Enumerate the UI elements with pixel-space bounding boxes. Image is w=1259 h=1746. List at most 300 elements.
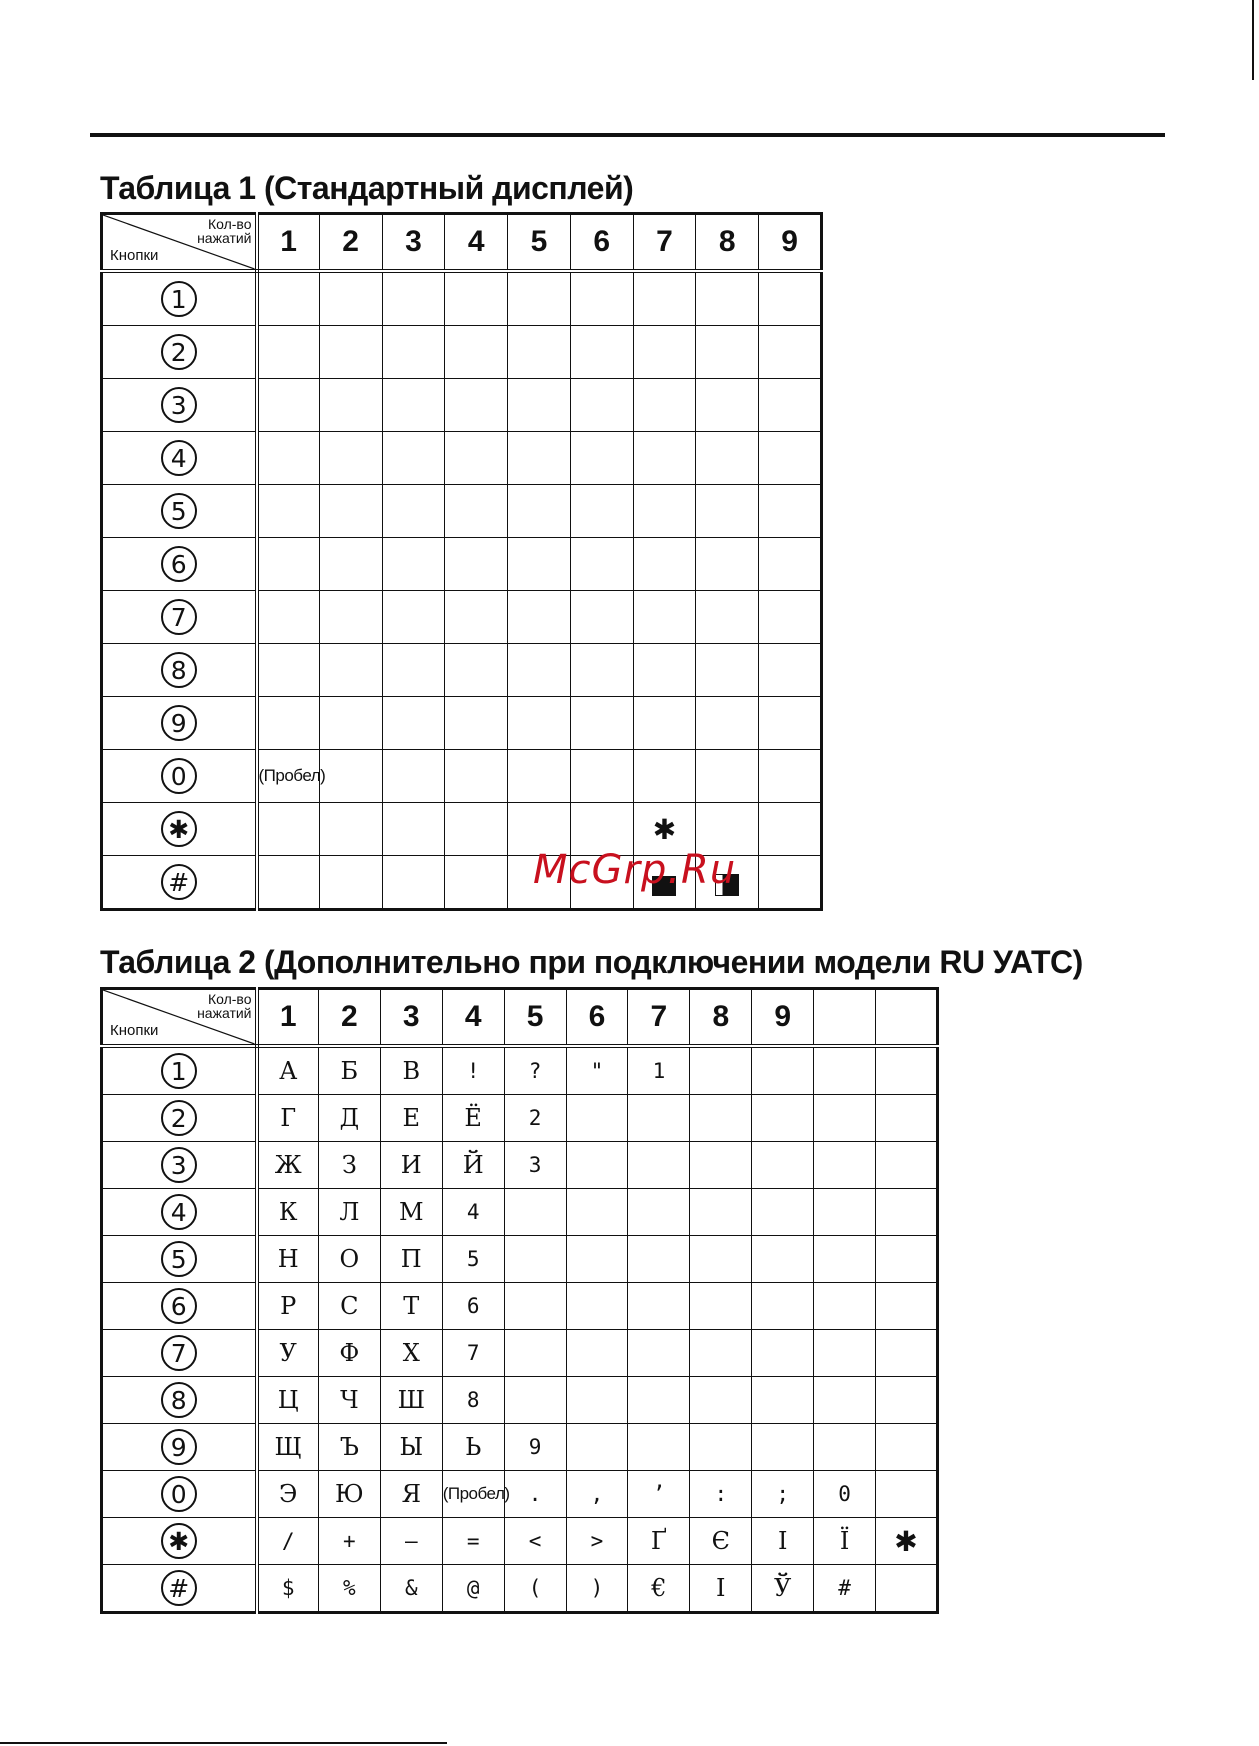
- cell-value: @: [466, 1576, 480, 1600]
- header-row: [102, 989, 938, 1047]
- cell-value: %: [343, 1576, 356, 1600]
- cell-value: К: [278, 1198, 298, 1226]
- table-row: [102, 1046, 938, 1095]
- char-cell: [508, 326, 571, 379]
- column-header-10: [814, 989, 876, 1047]
- char-cell: [318, 1236, 380, 1283]
- char-cell: [257, 326, 320, 379]
- char-cell: [752, 1424, 814, 1471]
- char-cell: [814, 1283, 876, 1330]
- char-cell: [752, 1189, 814, 1236]
- char-cell: [696, 326, 759, 379]
- column-header-2: 2: [318, 989, 380, 1047]
- cell-value: Ъ: [339, 1433, 359, 1461]
- char-cell: [690, 1283, 752, 1330]
- key-cell: [102, 485, 257, 538]
- table-row: [102, 750, 822, 803]
- cell-value: 6: [466, 1294, 480, 1318]
- char-cell: [876, 1471, 938, 1518]
- keypad-button-icon: 7: [161, 1335, 197, 1371]
- cell-value: $: [281, 1576, 295, 1600]
- table-row: [102, 1189, 938, 1236]
- char-cell: [570, 697, 633, 750]
- char-cell: [759, 644, 822, 697]
- column-header-5: 5: [508, 214, 571, 272]
- char-cell: [759, 379, 822, 432]
- cell-value: +: [343, 1529, 356, 1553]
- key-cell: [102, 1283, 257, 1330]
- key-cell: [102, 1095, 257, 1142]
- column-header-9: 9: [752, 989, 814, 1047]
- char-cell: [876, 1565, 938, 1613]
- cell-value: 4: [466, 1200, 480, 1224]
- cell-value: Д: [339, 1104, 360, 1132]
- char-cell: [382, 803, 445, 856]
- cell-value: (Пробел): [442, 1484, 510, 1503]
- char-cell: [876, 1142, 938, 1189]
- cell-value: ✱: [652, 812, 677, 846]
- table-row: [102, 1283, 938, 1330]
- char-cell: [380, 1189, 442, 1236]
- cell-value: &: [404, 1576, 418, 1600]
- char-cell: [628, 1142, 690, 1189]
- column-header-9: 9: [759, 214, 822, 272]
- char-cell: [504, 1189, 566, 1236]
- char-cell: [319, 591, 382, 644]
- key-cell: [102, 644, 257, 697]
- char-cell: [319, 644, 382, 697]
- char-cell: [318, 1283, 380, 1330]
- char-cell: [318, 1330, 380, 1377]
- keypad-button-icon: 0: [161, 758, 197, 794]
- char-cell: [814, 1471, 876, 1518]
- char-cell: [876, 1424, 938, 1471]
- table1-standard-display: [100, 212, 823, 911]
- char-cell: [445, 856, 508, 910]
- column-header-11: [876, 989, 938, 1047]
- char-cell: [759, 750, 822, 803]
- cell-value: .: [528, 1482, 542, 1506]
- column-header-4: 4: [445, 214, 508, 272]
- char-cell: [628, 1189, 690, 1236]
- cell-value: /: [281, 1529, 295, 1553]
- cell-value: ": [590, 1059, 604, 1083]
- char-cell: [382, 644, 445, 697]
- char-cell: [445, 644, 508, 697]
- char-cell: [633, 538, 696, 591]
- char-cell: [382, 591, 445, 644]
- char-cell: [508, 379, 571, 432]
- cell-value: Ў: [774, 1574, 792, 1602]
- keypad-button-icon: 7: [161, 599, 197, 635]
- cell-value: З: [341, 1151, 357, 1179]
- cell-value: Ї: [839, 1527, 850, 1555]
- keypad-button-icon: 1: [161, 1053, 197, 1089]
- char-cell: [628, 1283, 690, 1330]
- table-row: [102, 1565, 938, 1613]
- char-cell: [442, 1142, 504, 1189]
- table-row: [102, 591, 822, 644]
- char-cell: [257, 803, 320, 856]
- char-cell: [257, 1565, 319, 1613]
- table-row: [102, 697, 822, 750]
- char-cell: [318, 1565, 380, 1613]
- keypad-button-icon: 0: [161, 1476, 197, 1512]
- char-cell: [508, 432, 571, 485]
- char-cell: [380, 1377, 442, 1424]
- char-cell: [876, 1189, 938, 1236]
- char-cell: [759, 326, 822, 379]
- cell-value: Щ: [274, 1433, 302, 1461]
- table2-title: Таблица 2 (Дополнительно при подключении модели RU УАТС): [100, 944, 1083, 980]
- key-cell: [102, 1471, 257, 1518]
- char-cell: [380, 1142, 442, 1189]
- keypad-button-icon: 9: [161, 1429, 197, 1465]
- char-cell: [319, 379, 382, 432]
- char-cell: [566, 1424, 628, 1471]
- char-cell: [380, 1046, 442, 1095]
- char-cell: [319, 271, 382, 326]
- char-cell: [257, 750, 326, 803]
- char-cell: [876, 1518, 938, 1565]
- char-cell: [752, 1142, 814, 1189]
- key-cell: [102, 1142, 257, 1189]
- key-cell: [102, 1424, 257, 1471]
- keypad-button-icon: ✱: [161, 811, 197, 847]
- char-cell: [690, 1142, 752, 1189]
- char-cell: [508, 485, 571, 538]
- table-row: [102, 1377, 938, 1424]
- char-cell: [690, 1236, 752, 1283]
- cell-value: А: [279, 1057, 298, 1085]
- char-cell: [696, 697, 759, 750]
- char-cell: [442, 1283, 504, 1330]
- char-cell: [566, 1095, 628, 1142]
- cell-value: Б: [340, 1057, 359, 1085]
- cell-value: ’: [652, 1482, 666, 1506]
- key-cell: [102, 1565, 257, 1613]
- key-cell: [102, 1330, 257, 1377]
- char-cell: [759, 803, 822, 856]
- cell-value: 0: [838, 1482, 851, 1506]
- char-cell: [257, 1424, 319, 1471]
- char-cell: [318, 1189, 380, 1236]
- table-row: [102, 538, 822, 591]
- char-cell: [257, 538, 320, 591]
- char-cell: [570, 750, 633, 803]
- char-cell: [445, 803, 508, 856]
- char-cell: [445, 485, 508, 538]
- char-cell: [319, 803, 382, 856]
- char-cell: [814, 1565, 876, 1613]
- keypad-button-icon: 1: [161, 281, 197, 317]
- char-cell: [442, 1518, 504, 1565]
- char-cell: [570, 644, 633, 697]
- cell-value: ✱: [894, 1524, 918, 1558]
- cell-value: Л: [339, 1198, 360, 1226]
- char-cell: [508, 271, 571, 326]
- column-header-3: 3: [382, 214, 445, 272]
- char-cell: [442, 1095, 504, 1142]
- char-cell: [690, 1565, 752, 1613]
- char-cell: [759, 485, 822, 538]
- char-cell: [570, 538, 633, 591]
- cell-value: Х: [402, 1339, 420, 1367]
- char-cell: [318, 1518, 380, 1565]
- char-cell: [566, 1236, 628, 1283]
- char-cell: [442, 1046, 504, 1095]
- char-cell: [318, 1471, 380, 1518]
- char-cell: [319, 432, 382, 485]
- char-cell: [814, 1046, 876, 1095]
- char-cell: [445, 379, 508, 432]
- char-cell: [814, 1189, 876, 1236]
- char-cell: [257, 697, 320, 750]
- cell-value: ): [590, 1576, 604, 1600]
- char-cell: [442, 1189, 504, 1236]
- char-cell: [633, 591, 696, 644]
- cell-value: Ч: [340, 1386, 359, 1414]
- char-cell: [696, 750, 759, 803]
- keypad-button-icon: ✱: [161, 1523, 197, 1559]
- char-cell: [566, 1565, 628, 1613]
- cell-value: (Пробел): [258, 766, 326, 785]
- presses-label-line1: Кол-во: [207, 991, 252, 1007]
- char-cell: [504, 1518, 566, 1565]
- keypad-button-icon: 4: [161, 1194, 197, 1230]
- char-cell: [628, 1565, 690, 1613]
- cell-value: ?: [528, 1059, 542, 1083]
- char-cell: [696, 644, 759, 697]
- cell-value: Ж: [274, 1151, 302, 1179]
- cell-value: 1: [652, 1059, 666, 1083]
- char-cell: [633, 432, 696, 485]
- char-cell: [876, 1377, 938, 1424]
- char-cell: [318, 1046, 380, 1095]
- char-cell: [690, 1377, 752, 1424]
- keypad-button-icon: 8: [161, 652, 197, 688]
- cell-value: 5: [466, 1247, 480, 1271]
- char-cell: [759, 856, 822, 910]
- char-cell: [876, 1330, 938, 1377]
- char-cell: [814, 1518, 876, 1565]
- char-cell: [876, 1283, 938, 1330]
- char-cell: [508, 591, 571, 644]
- keypad-button-icon: 3: [161, 1147, 197, 1183]
- char-cell: [566, 1142, 628, 1189]
- cell-value: І: [777, 1527, 788, 1555]
- cell-value: :: [714, 1482, 728, 1506]
- char-cell: [752, 1377, 814, 1424]
- char-cell: [508, 750, 571, 803]
- keys-label: Кнопки: [110, 247, 159, 264]
- char-cell: [752, 1471, 814, 1518]
- char-cell: [442, 1565, 504, 1613]
- char-cell: [814, 1142, 876, 1189]
- char-cell: [752, 1518, 814, 1565]
- char-cell: [508, 697, 571, 750]
- char-cell: [319, 856, 382, 910]
- char-cell: [257, 1236, 319, 1283]
- table-row: [102, 1424, 938, 1471]
- char-cell: [752, 1095, 814, 1142]
- cell-value: Я: [401, 1480, 421, 1508]
- char-cell: [696, 485, 759, 538]
- char-cell: [445, 750, 508, 803]
- char-cell: [380, 1236, 442, 1283]
- char-cell: [690, 1471, 752, 1518]
- key-cell: [102, 591, 257, 644]
- column-header-5: 5: [504, 989, 566, 1047]
- char-cell: [633, 379, 696, 432]
- char-cell: [382, 432, 445, 485]
- char-cell: [319, 326, 382, 379]
- cell-value: >: [590, 1529, 604, 1553]
- cell-value: !: [466, 1059, 480, 1083]
- char-cell: [876, 1095, 938, 1142]
- column-header-8: 8: [690, 989, 752, 1047]
- key-cell: [102, 432, 257, 485]
- column-header-8: 8: [696, 214, 759, 272]
- char-cell: [876, 1236, 938, 1283]
- presses-label: [197, 217, 251, 245]
- column-header-2: 2: [319, 214, 382, 272]
- char-cell: [319, 697, 382, 750]
- cell-value: І: [716, 1574, 726, 1602]
- cell-value: 3: [528, 1153, 542, 1177]
- keypad-button-icon: 5: [161, 1241, 197, 1277]
- char-cell: [318, 1142, 380, 1189]
- cell-value: Ф: [339, 1339, 360, 1367]
- char-cell: [566, 1377, 628, 1424]
- char-cell: [696, 432, 759, 485]
- keypad-button-icon: 2: [161, 334, 197, 370]
- char-cell: [257, 1518, 319, 1565]
- cell-value: Ы: [399, 1433, 424, 1461]
- char-cell: [382, 856, 445, 910]
- char-cell: [504, 1236, 566, 1283]
- char-cell: [752, 1330, 814, 1377]
- char-cell: [445, 432, 508, 485]
- char-cell: [633, 697, 696, 750]
- cell-value: <: [528, 1529, 542, 1553]
- char-cell: [380, 1283, 442, 1330]
- key-cell: [102, 856, 257, 910]
- char-cell: [257, 644, 320, 697]
- cell-value: (: [528, 1576, 542, 1600]
- char-cell: [690, 1046, 752, 1095]
- presses-label-line2: нажатий: [197, 1005, 252, 1021]
- cell-value: Э: [279, 1480, 298, 1508]
- cell-value: Ш: [397, 1386, 425, 1414]
- char-cell: [257, 379, 320, 432]
- cell-value: В: [402, 1057, 421, 1085]
- char-cell: [566, 1046, 628, 1095]
- keypad-button-icon: 9: [161, 705, 197, 741]
- char-cell: [696, 379, 759, 432]
- cell-value: Є: [711, 1527, 730, 1555]
- char-cell: [504, 1142, 566, 1189]
- char-cell: [628, 1471, 690, 1518]
- char-cell: [814, 1377, 876, 1424]
- char-cell: [257, 591, 320, 644]
- cell-value: Т: [403, 1292, 420, 1320]
- char-cell: [445, 538, 508, 591]
- char-cell: [814, 1424, 876, 1471]
- char-cell: [257, 485, 320, 538]
- keypad-button-icon: 6: [161, 1288, 197, 1324]
- column-header-4: 4: [442, 989, 504, 1047]
- keypad-button-icon: 4: [161, 440, 197, 476]
- char-cell: [504, 1046, 566, 1095]
- char-cell: [633, 271, 696, 326]
- char-cell: [633, 644, 696, 697]
- cell-value: 2: [528, 1106, 542, 1130]
- keypad-button-icon: 3: [161, 387, 197, 423]
- char-cell: [628, 1046, 690, 1095]
- char-cell: [445, 697, 508, 750]
- cell-value: Н: [277, 1245, 299, 1273]
- char-cell: [759, 271, 822, 326]
- char-cell: [257, 1283, 319, 1330]
- table-row: [102, 379, 822, 432]
- char-cell: [633, 326, 696, 379]
- table-row: [102, 1236, 938, 1283]
- char-cell: [504, 1565, 566, 1613]
- keys-label: Кнопки: [110, 1022, 159, 1039]
- cell-value: Р: [280, 1292, 297, 1320]
- char-cell: [318, 1095, 380, 1142]
- char-cell: [759, 697, 822, 750]
- key-cell: [102, 1377, 257, 1424]
- char-cell: [382, 379, 445, 432]
- key-cell: [102, 1189, 257, 1236]
- char-cell: [318, 1424, 380, 1471]
- char-cell: [257, 1377, 319, 1424]
- char-cell: [696, 271, 759, 326]
- char-cell: [566, 1330, 628, 1377]
- char-cell: [504, 1330, 566, 1377]
- cell-value: ,: [590, 1482, 604, 1506]
- key-cell: [102, 271, 257, 326]
- cell-value: Ґ: [650, 1527, 667, 1555]
- presses-label-line2: нажатий: [197, 230, 252, 246]
- column-header-3: 3: [380, 989, 442, 1047]
- char-cell: [504, 1283, 566, 1330]
- table-row: [102, 485, 822, 538]
- cell-value: Й: [462, 1151, 484, 1179]
- cell-value: 9: [528, 1435, 542, 1459]
- cell-value: О: [339, 1245, 360, 1273]
- char-cell: [380, 1095, 442, 1142]
- char-cell: [257, 271, 320, 326]
- char-cell: [445, 271, 508, 326]
- char-cell: [442, 1424, 504, 1471]
- char-cell: [257, 432, 320, 485]
- char-cell: [445, 326, 508, 379]
- table-row: [102, 271, 822, 326]
- keypad-button-icon: 2: [161, 1100, 197, 1136]
- keypad-button-icon: 5: [161, 493, 197, 529]
- column-header-6: 6: [570, 214, 633, 272]
- char-cell: [633, 750, 696, 803]
- table1-title: Таблица 1 (Стандартный дисплей): [100, 170, 634, 206]
- char-cell: [628, 1424, 690, 1471]
- char-cell: [504, 1095, 566, 1142]
- char-cell: [382, 271, 445, 326]
- table-row: [102, 644, 822, 697]
- cell-value: ;: [776, 1482, 790, 1506]
